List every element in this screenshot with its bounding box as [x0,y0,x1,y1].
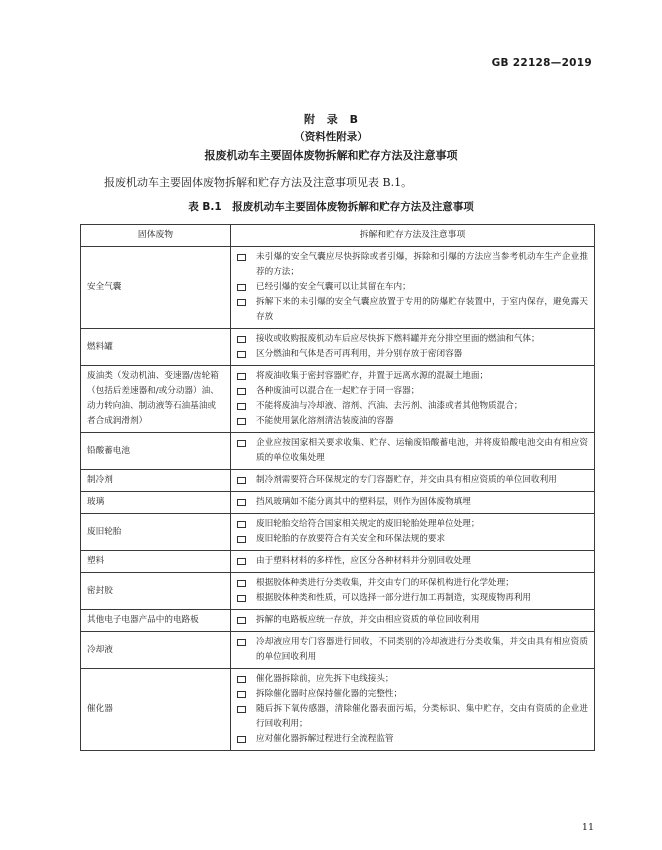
method-item-text: 根据胶体种类进行分类收集，并交由专门的环保机构进行化学处理； [256,578,514,588]
checkbox-bullet-icon [237,580,246,587]
table-row [81,366,595,433]
appendix-label: 附 录 B [303,113,359,126]
method-item [237,732,588,747]
table-body [81,247,595,751]
table-caption: 表 B.1 报废机动车主要固体废物拆解和贮存方法及注意事项 [188,201,474,213]
method-item [237,687,588,702]
checkbox-bullet-icon [237,254,246,261]
checkbox-bullet-icon [237,403,246,410]
checkbox-bullet-icon [237,373,246,380]
method-item-text: 废旧轮胎的存放要符合有关安全和环保法规的要求 [256,534,446,544]
method-item-text: 根据胶体种类和性质，可以选择一部分进行加工再制造，实现废物再利用 [256,593,532,603]
method-item-text: 企业应按国家相关要求收集、贮存、运输废铅酸蓄电池，并将废铅酸电池交由有相应资质的单位收集处理 [256,438,588,463]
checkbox-bullet-icon [237,676,246,683]
methods-cell [231,551,595,573]
method-item-text: 已经引爆的安全气囊可以让其留在车内； [256,282,411,292]
waste-type-cell: 密封胶 [81,573,231,610]
methods-cell [231,492,595,514]
methods-cell [231,669,595,751]
method-item-text: 制冷剂需要符合环保规定的专门容器贮存，并交由具有相应资质的单位回收利用 [256,475,557,485]
method-item [237,280,588,295]
checkbox-bullet-icon [237,521,246,528]
checkbox-bullet-icon [237,499,246,506]
method-item [237,436,588,466]
method-item-text: 接收或收购报废机动车后应尽快拆下燃料罐并充分排空里面的燃油和气体； [256,334,540,344]
method-item [237,554,588,569]
method-item [237,295,588,325]
method-item-text: 未引爆的安全气囊应尽快拆除或者引爆，拆除和引爆的方法应当参考机动车生产企业推荐的方法； [256,252,588,277]
table-row [81,433,595,470]
method-item-text: 将废油收集于密封容器贮存，并置于远离水源的混凝土地面； [256,371,489,381]
waste-type-cell: 安全气囊 [81,247,231,329]
methods-cell [231,514,595,551]
method-item [237,702,588,732]
checkbox-bullet-icon [237,440,246,447]
column-header-waste: 固体废物 [81,225,231,247]
method-item [237,399,588,414]
checkbox-bullet-icon [237,336,246,343]
method-item-text: 挡风玻璃如不能分离其中的塑料层，则作为固体废物填埋 [256,497,471,507]
method-item [237,473,588,488]
checkbox-bullet-icon [237,639,246,646]
method-item [237,332,588,347]
waste-type-cell: 冷却液 [81,632,231,669]
checkbox-bullet-icon [237,617,246,624]
standard-number: GB 22128—2019 [491,57,592,69]
checkbox-bullet-icon [237,477,246,484]
methods-cell [231,632,595,669]
method-item-text: 应对催化器拆解过程进行全流程监管 [256,734,394,744]
method-item [237,635,588,665]
appendix-title: 报废机动车主要固体废物拆解和贮存方法及注意事项 [204,149,458,162]
checkbox-bullet-icon [237,536,246,543]
waste-type-cell: 废旧轮胎 [81,514,231,551]
method-item-text: 不能使用氯化溶剂清洁装废油的容器 [256,416,394,426]
waste-type-cell: 催化器 [81,669,231,751]
method-item [237,517,588,532]
checkbox-bullet-icon [237,388,246,395]
method-item [237,613,588,628]
waste-type-cell: 燃料罐 [81,329,231,366]
methods-cell [231,433,595,470]
methods-cell [231,610,595,632]
method-item-text: 拆除催化器时应保持催化器的完整性； [256,689,403,699]
table-header-row [81,225,595,247]
method-item-text: 区分燃油和气体是否可再利用，并分别存放于密闭容器 [256,349,463,359]
method-item [237,347,588,362]
method-item [237,369,588,384]
table-row [81,632,595,669]
method-item [237,591,588,606]
method-item [237,576,588,591]
table-row [81,669,595,751]
table-row [81,247,595,329]
method-item [237,414,588,429]
table-row [81,573,595,610]
checkbox-bullet-icon [237,351,246,358]
waste-type-cell: 铅酸蓄电池 [81,433,231,470]
methods-cell [231,329,595,366]
methods-cell [231,247,595,329]
checkbox-bullet-icon [237,299,246,306]
method-item-text: 冷却液应用专门容器进行回收，不同类别的冷却液进行分类收集，并交由具有相应资质的单位回收利用 [256,637,588,662]
waste-type-cell: 制冷剂 [81,470,231,492]
appendix-type: （资料性附录） [294,131,368,143]
method-item [237,495,588,510]
waste-type-cell: 玻璃 [81,492,231,514]
method-item-text: 各种废油可以混合在一起贮存于同一容器； [256,386,420,396]
methods-cell [231,573,595,610]
table-row [81,492,595,514]
intro-paragraph: 报废机动车主要固体废物拆解和贮存方法及注意事项见表 B.1。 [104,176,413,189]
method-item [237,672,588,687]
checkbox-bullet-icon [237,558,246,565]
method-item-text: 由于塑料材料的多样性，应区分各种材料并分别回收处理 [256,556,471,566]
page-number: 11 [581,822,594,833]
method-item [237,384,588,399]
checkbox-bullet-icon [237,706,246,713]
method-item-text: 拆解下来的未引爆的安全气囊应放置于专用的防爆贮存装置中，于室内保存，避免露天存放 [256,297,588,322]
column-header-methods: 拆解和贮存方法及注意事项 [231,225,595,247]
methods-cell [231,366,595,433]
table-row [81,329,595,366]
checkbox-bullet-icon [237,691,246,698]
method-item-text: 废旧轮胎交给符合国家相关规定的废旧轮胎处理单位处理； [256,519,480,529]
table-row [81,514,595,551]
waste-type-cell: 塑料 [81,551,231,573]
waste-table [80,224,595,751]
checkbox-bullet-icon [237,418,246,425]
table-row [81,551,595,573]
method-item [237,250,588,280]
methods-cell [231,470,595,492]
method-item [237,532,588,547]
waste-type-cell: 其他电子电器产品中的电路板 [81,610,231,632]
method-item-text: 拆解的电路板应统一存放，并交由相应资质的单位回收利用 [256,615,480,625]
checkbox-bullet-icon [237,736,246,743]
table-row [81,610,595,632]
method-item-text: 随后拆下氧传感器，清除催化器表面污垢，分类标识、集中贮存，交由有资质的企业进行回收利用； [256,704,588,729]
waste-type-cell: 废油类（发动机油、变速器/齿轮箱（包括后差速器和/或分动器）油、动力转向油、制动液等石油基油或者合成润滑剂） [81,366,231,433]
checkbox-bullet-icon [237,595,246,602]
method-item-text: 不能将废油与冷却液、溶剂、汽油、去污剂、油漆或者其他物质混合； [256,401,523,411]
method-item-text: 催化器拆除前，应先拆下电线接头； [256,674,394,684]
table-row [81,470,595,492]
checkbox-bullet-icon [237,284,246,291]
